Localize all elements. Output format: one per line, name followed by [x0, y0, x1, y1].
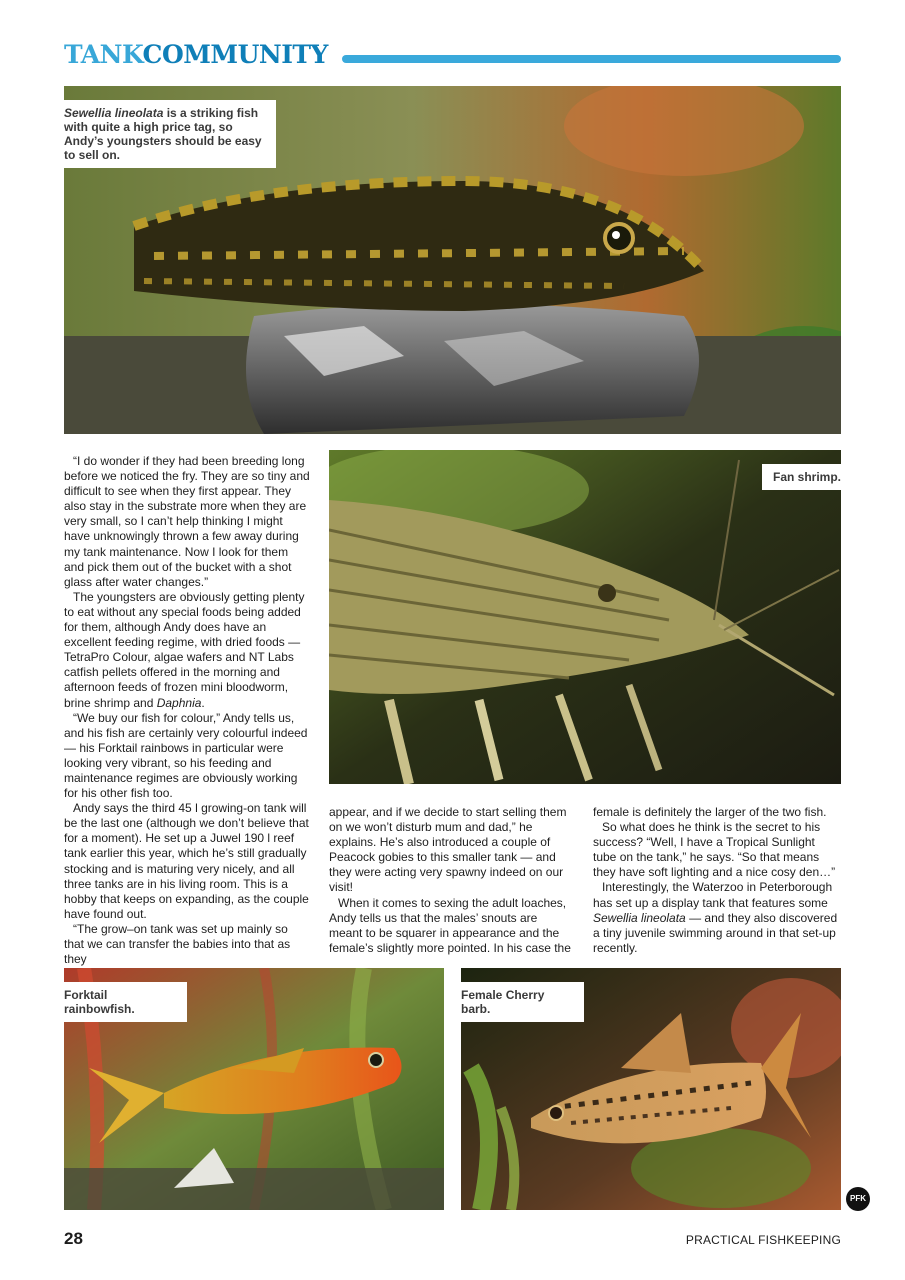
- page-number: 28: [64, 1229, 83, 1248]
- sewellia-caption-species: Sewellia lineolata: [64, 106, 164, 120]
- fan-shrimp-caption: Fan shrimp.: [762, 464, 851, 490]
- col1-paragraph-2: [64, 590, 310, 711]
- sewellia-caption: [64, 100, 276, 168]
- text-column-1: [64, 454, 310, 967]
- col3-paragraph-3-end: — and they also discovered a tiny juvenile swimming around in that set-up recently.: [593, 910, 838, 955]
- fan-shrimp-photo: [329, 450, 841, 784]
- col3-paragraph-3: [593, 880, 841, 955]
- header-rule: [342, 55, 841, 63]
- col3-paragraph-3-italic: Sewellia lineolata: [593, 910, 686, 925]
- section-header: [64, 40, 841, 74]
- section-title: [64, 40, 328, 70]
- col1-paragraph-2-end: .: [201, 695, 205, 710]
- col1-paragraph-2-text: The youngsters are obviously getting plenty to eat without any special foods being added for them, although Andy does have an excellent feeding regime, with dried foods — TetraPro Colour, algae wafers and NT Labs catfish pellets offered in the morning and afternoon feeds of frozen mini bloodworm, brine shrimp and: [64, 589, 305, 710]
- col1-paragraph-3: “We buy our fish for colour,” Andy tells us, and his fish are certainly very colourful indeed — his Forktail rainbows in particular were looking very vibrant, so his feeding and maintenance regimes are obviously working for his other fish too.: [64, 710, 308, 801]
- section-title-part2: COMMUNITY: [142, 40, 328, 69]
- text-column-3: [593, 805, 841, 956]
- col1-paragraph-1: “I do wonder if they had been breeding long before we noticed the fry. They are so tiny and difficult to see when they first appear. They also stay in the substrate more when they are very small, so I can’t help thinking I might have unknowingly thrown a few away during my tank maintenance. Now I look for them and pick them out of the bucket with a shot glass after water changes.”: [64, 454, 310, 589]
- col2-paragraph-1: appear, and if we decide to start selling them on we won’t disturb mum and dad,” he explains. He’s also introduced a couple of Peacock gobies to this smaller tank — and they were acting very spawny indeed on our visit!: [329, 805, 567, 895]
- cherry-barb-caption: Female Cherry barb.: [461, 982, 584, 1022]
- col1-paragraph-4: Andy says the third 45 l growing-on tank will be the last one (although we don’t believe that for a moment). He set up a Juwel 190 l reef tank earlier this year, which he’s still gradually stocking and is maturing very nicely, and all three tanks are in his living room. This is a hobby that keeps on expanding, as the couple have found out.: [64, 801, 309, 921]
- magazine-name: PRACTICAL FISHKEEPING: [685, 1233, 841, 1247]
- sewellia-caption-text: is a striking fish with quite a high price tag, so Andy’s youngsters should be easy to sell on.: [64, 106, 262, 162]
- pfk-logo: PFK: [846, 1187, 870, 1211]
- forktail-rainbowfish-caption: Forktail rainbowfish.: [64, 982, 187, 1022]
- col1-paragraph-5: “The grow–on tank was set up mainly so that we can transfer the babies into that as they: [64, 921, 291, 967]
- col2-paragraph-2: When it comes to sexing the adult loaches, Andy tells us that the males’ snouts are meant to be squarer in appearance and the female’s slightly more pointed. In his case the: [329, 895, 571, 955]
- col3-paragraph-3-text: Interestingly, the Waterzoo in Peterborough has set up a display tank that features some: [593, 880, 833, 910]
- col1-paragraph-2-italic: Daphnia: [156, 695, 202, 710]
- section-title-part1: TANK: [64, 40, 143, 69]
- col3-paragraph-2: So what does he think is the secret to his success? “Well, I have a Tropical Sunlight tube on the tank,” he says. “So that means they have soft lighting and a nice cosy den…”: [593, 820, 836, 880]
- text-column-2: [329, 805, 573, 956]
- col3-paragraph-1: female is definitely the larger of the two fish.: [593, 805, 827, 819]
